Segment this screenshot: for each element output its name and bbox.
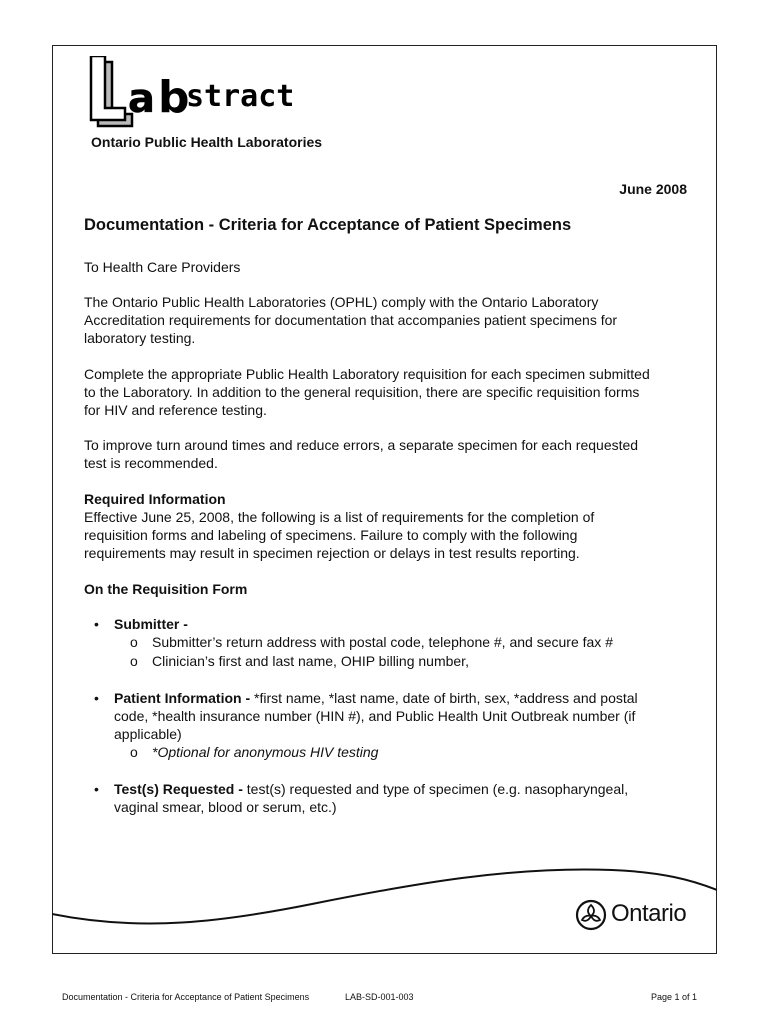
svg-text:stract: stract	[186, 79, 295, 114]
ontario-wordmark: Ontario	[611, 900, 687, 927]
bullet-icon: •	[94, 690, 99, 706]
footer-page-number: Page 1 of 1	[650, 992, 697, 1002]
paragraph-turnaround: To improve turn around times and reduce errors, a separate specimen for each requested test is recommended.	[84, 437, 639, 471]
submitter-label: Submitter -	[114, 616, 188, 632]
submitter-item: Clinician’s first and last name, OHIP billing number,	[152, 653, 469, 669]
required-info-heading: Required Information	[84, 491, 226, 507]
organization-name: Ontario Public Health Laboratories	[91, 134, 323, 150]
sub-bullet-icon: o	[130, 744, 138, 760]
paragraph-accreditation: The Ontario Public Health Laboratories (OPHL) comply with the Ontario Laboratory Accreditation requirements for documentation that accompanies patient specimens for laboratory testing.	[84, 294, 618, 346]
publication-date: June 2008	[619, 181, 687, 197]
tests-requested-block: Test(s) Requested - test(s) requested and type of specimen (e.g. nasopharyngeal, vaginal smear, blood or serum, etc.)	[114, 781, 629, 815]
svg-text:b: b	[158, 72, 190, 123]
sub-bullet-icon: o	[130, 634, 138, 650]
paragraph-effective: Effective June 25, 2008, the following is a list of requirements for the completion of requisition forms and labeling of specimens. Failure to comply with the following requirements may result in specimen rejection or delays in test results reporting.	[84, 509, 595, 561]
paragraph-requisition: Complete the appropriate Public Health Laboratory requisition for each specimen submitted to the Laboratory. In addition to the general requisition, there are specific requisition forms for HIV and reference testing.	[84, 366, 650, 418]
submitter-item: Submitter’s return address with postal code, telephone #, and secure fax #	[152, 634, 613, 650]
svg-text:a: a	[128, 76, 155, 122]
tests-requested-label: Test(s) Requested -	[114, 781, 247, 797]
footer-doc-id: LAB-SD-001-003	[345, 992, 414, 1002]
requisition-form-heading: On the Requisition Form	[84, 581, 248, 597]
document-title: Documentation - Criteria for Acceptance of Patient Specimens	[84, 216, 572, 234]
footer-doc-title: Documentation - Criteria for Acceptance of Patient Specimens	[62, 992, 310, 1002]
patient-info-note: *Optional for anonymous HIV testing	[152, 744, 379, 760]
bullet-icon: •	[94, 616, 99, 632]
patient-info-label: Patient Information -	[114, 690, 254, 706]
patient-info-block: Patient Information - *first name, *last name, date of birth, sex, *address and postal code, *health insurance number (HIN #), and Public Health Unit Outbreak number (if applicable)	[114, 690, 638, 742]
bullet-icon: •	[94, 781, 99, 797]
sub-bullet-icon: o	[130, 653, 138, 669]
audience-line: To Health Care Providers	[84, 259, 241, 275]
ontario-trillium-icon	[575, 899, 607, 931]
labstract-logo	[88, 56, 308, 130]
